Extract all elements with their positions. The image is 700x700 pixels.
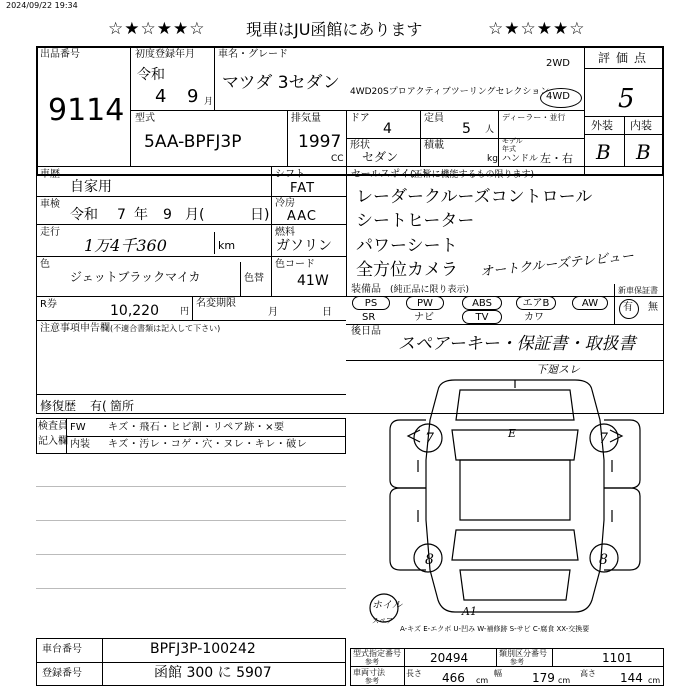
- capacity-label: 定員: [424, 113, 444, 124]
- manual-label: 新車保証書: [618, 286, 658, 295]
- displacement-value: 1997: [298, 132, 342, 152]
- divider: [36, 554, 346, 555]
- dealer-label: ディーラー・並行: [502, 113, 566, 122]
- fuel-label: 燃料: [275, 227, 295, 238]
- divider: [496, 648, 497, 666]
- int-label: 内装: [630, 119, 652, 132]
- divider: [346, 138, 584, 139]
- rating-value: 5: [618, 84, 635, 114]
- diagram-top-note: 下廻スレ: [536, 363, 580, 376]
- spec-length-unit: cm: [476, 676, 489, 685]
- selling-label: セールスポイント: [351, 169, 431, 180]
- spec-width-label: 幅: [494, 669, 502, 678]
- fuel-value: ガソリン: [276, 238, 332, 254]
- selling-note: (正常に機能するもの限ります): [410, 170, 535, 180]
- spec-height: 144: [620, 671, 643, 685]
- capacity-unit: 人: [485, 125, 495, 135]
- displacement-label: 排気量: [291, 113, 321, 124]
- notes-label: 注意事項申告欄: [40, 323, 110, 334]
- first-reg-era: 令和: [137, 67, 165, 83]
- divider: [350, 666, 664, 667]
- equipment-note: (純正品に限り表示): [390, 285, 470, 295]
- inspection-label: 車検: [40, 199, 60, 210]
- diagram-front-left: 7: [425, 431, 434, 447]
- spec-class-label: 類別区分番号: [499, 649, 547, 658]
- diagram-spare: ホイル: [372, 600, 402, 611]
- ext-value: B: [596, 140, 611, 164]
- model-label: 型式: [135, 113, 155, 124]
- notes-note: (不適合書類は記入して下さい): [110, 324, 221, 333]
- equip-ps: PS: [352, 296, 390, 310]
- doors-label: ドア: [350, 113, 370, 124]
- recycle-unit: 円: [180, 307, 190, 317]
- inspection-era: 令和: [70, 207, 98, 223]
- inspection-year-unit: 年: [134, 207, 148, 223]
- divider: [36, 394, 346, 395]
- inspector-fw-label: FW: [70, 422, 86, 433]
- car-grade: 4WD20Sプロアクティブツーリングセレクション: [350, 87, 550, 97]
- divider: [214, 232, 215, 254]
- displacement-unit: CC: [331, 154, 344, 164]
- registration-label: 登録番号: [42, 668, 82, 679]
- divider: [36, 320, 346, 321]
- inspector-fw-items: キズ・飛石・ヒビ割・リペア跡・×要: [108, 422, 285, 433]
- diagram-rear-left: 8: [425, 552, 434, 568]
- first-reg-month-unit: 月: [204, 97, 214, 107]
- first-reg-month: 9: [187, 86, 199, 107]
- divider: [36, 256, 346, 257]
- divider: [240, 262, 241, 296]
- diagram-center-mark: E: [508, 427, 517, 440]
- car-name: マツダ 3セダン: [222, 73, 340, 93]
- divider: [36, 296, 664, 297]
- lot-label: 出品番号: [40, 49, 80, 60]
- spec-height-label: 高さ: [580, 669, 596, 678]
- car-damage-diagram: [360, 360, 670, 630]
- equip-abs: ABS: [462, 296, 502, 310]
- history-value: 自家用: [70, 179, 112, 195]
- equip-pw: PW: [406, 296, 444, 310]
- registration-value: 函館 300 に 5907: [154, 665, 272, 681]
- inspector-label-1: 検査員: [38, 421, 68, 432]
- deadline-label: 名変期限: [196, 298, 236, 309]
- divider: [584, 46, 585, 176]
- later-label: 後日品: [351, 326, 381, 337]
- banner-text: 現車はJU函館にあります: [246, 20, 423, 39]
- shift-value: FAT: [290, 181, 316, 196]
- divider: [346, 324, 664, 325]
- chassis-value: BPFJ3P-100242: [150, 641, 256, 657]
- model-year-label: モデル 年式: [502, 137, 523, 153]
- recycle-label: R券: [40, 299, 57, 310]
- deadline-month: 月: [268, 307, 278, 318]
- mileage-value: 1万4千360: [84, 236, 167, 255]
- divider: [36, 520, 346, 521]
- divider: [36, 662, 346, 663]
- selling-item-2: シートヒーター: [356, 211, 475, 231]
- inspector-int-label: 内装: [70, 439, 90, 450]
- spec-length-label: 長さ: [406, 669, 422, 678]
- mileage-label: 走行: [40, 227, 60, 238]
- inspection-month: 9: [163, 207, 172, 223]
- diagram-rear-right: 8: [599, 552, 608, 568]
- color-code-label: 色コード: [275, 259, 315, 270]
- divider: [287, 110, 288, 166]
- timestamp: 2024/09/22 19:34: [6, 1, 78, 10]
- doors-value: 4: [383, 121, 392, 137]
- inspection-month-unit: 月(: [185, 207, 205, 223]
- inspector-int-items: キズ・汚レ・コゲ・穴・ヌレ・キレ・破レ: [108, 439, 308, 450]
- handle-label: ハンドル: [502, 154, 539, 164]
- ac-value: AAC: [287, 209, 317, 224]
- drive-2wd: 2WD: [546, 58, 570, 69]
- repair-value: 有(: [90, 399, 107, 413]
- divider: [102, 638, 103, 686]
- selling-item-3: パワーシート: [356, 236, 458, 256]
- diagram-front-right: 7: [599, 431, 608, 447]
- divider: [36, 224, 346, 225]
- divider: [404, 648, 405, 686]
- repair-label: 修復歴: [40, 399, 77, 413]
- spec-size-sub: 参考: [365, 677, 379, 685]
- manual-no: 無: [648, 302, 658, 313]
- divider: [36, 486, 346, 487]
- load-label: 積載: [424, 140, 444, 151]
- manual-yes: 有: [623, 302, 633, 313]
- equip-navi: ナビ: [414, 312, 434, 323]
- deadline-day: 日: [322, 307, 332, 318]
- equip-tv: TV: [462, 310, 502, 324]
- int-value: B: [636, 140, 651, 164]
- spec-width: 179: [532, 671, 555, 685]
- body-label: 形状: [350, 140, 370, 151]
- divider: [214, 46, 215, 110]
- repair-unit: 箇所: [110, 399, 135, 413]
- ac-label: 冷房: [275, 198, 295, 209]
- spec-size-label: 車両寸法: [353, 668, 385, 677]
- lot-number: 9114: [48, 93, 125, 128]
- color-value: ジェットブラックマイカ: [70, 270, 201, 284]
- divider: [130, 46, 131, 166]
- diagram-legend: A-キズ E-エクボ U-凹み W-補修跡 S-サビ C-腐食 XX-交換要: [400, 625, 590, 633]
- equip-airbag: エアB: [516, 296, 556, 310]
- selling-item-4: 全方位カメラ: [356, 260, 458, 280]
- body-value: セダン: [362, 150, 399, 164]
- banner-stars-right: ☆★☆★★☆: [488, 19, 586, 39]
- rating-label: 評価点: [598, 51, 653, 65]
- divider: [36, 196, 346, 197]
- mileage-unit: km: [218, 239, 236, 252]
- ext-label: 外装: [591, 119, 613, 132]
- chassis-label: 車台番号: [42, 644, 82, 655]
- inspection-year: 7: [117, 207, 126, 223]
- color-label: 色: [40, 259, 50, 270]
- first-reg-year: 4: [155, 86, 167, 107]
- divider: [130, 110, 584, 111]
- spec-height-unit: cm: [648, 676, 661, 685]
- color-swap-label: 色替: [244, 273, 264, 284]
- capacity-value: 5: [462, 121, 471, 137]
- divider: [36, 588, 346, 589]
- equip-leather: カワ: [524, 312, 544, 323]
- first-reg-label: 初度登録年月: [135, 49, 195, 60]
- divider: [614, 284, 615, 324]
- spec-model-label: 型式指定番号: [353, 649, 401, 658]
- drive-4wd: 4WD: [546, 91, 570, 102]
- equip-sr: SR: [362, 312, 376, 323]
- diagram-bottom-mark: A1: [462, 605, 477, 618]
- divider: [66, 436, 346, 437]
- diagram-spare-sub: スペア: [372, 617, 393, 625]
- color-code-value: 41W: [297, 273, 329, 289]
- history-label: 車歴: [40, 169, 60, 180]
- load-unit: kg: [487, 154, 498, 164]
- model-value: 5AA-BPFJ3P: [144, 132, 242, 152]
- car-label: 車名・グレード: [218, 49, 288, 60]
- divider: [36, 166, 664, 167]
- divider: [192, 296, 193, 320]
- banner-stars-left: ☆★☆★★☆: [108, 19, 206, 39]
- spec-model-value: 20494: [430, 651, 469, 665]
- spec-class-sub: 参考: [510, 658, 524, 666]
- inspector-label-2: 記入欄: [38, 436, 68, 447]
- divider: [624, 116, 625, 166]
- equip-aw: AW: [572, 296, 608, 310]
- shift-label: シフト: [275, 169, 305, 180]
- recycle-value: 10,220: [110, 303, 159, 319]
- selling-handwritten: オートクルーズテレビュー: [479, 248, 635, 281]
- divider: [552, 648, 553, 666]
- equipment-label: 装備品: [351, 284, 381, 295]
- spec-model-sub: 参考: [365, 658, 379, 666]
- later-value: スペアーキー・保証書・取扱書: [398, 334, 636, 354]
- handle-value: 左・右: [540, 152, 573, 165]
- divider: [584, 68, 664, 69]
- spec-class-value: 1101: [602, 651, 633, 665]
- spec-width-unit: cm: [558, 676, 571, 685]
- inspection-day-unit: 日): [250, 207, 270, 223]
- selling-item-1: レーダークルーズコントロール: [356, 187, 593, 207]
- spec-length: 466: [442, 671, 465, 685]
- divider: [346, 166, 347, 296]
- divider: [271, 166, 272, 296]
